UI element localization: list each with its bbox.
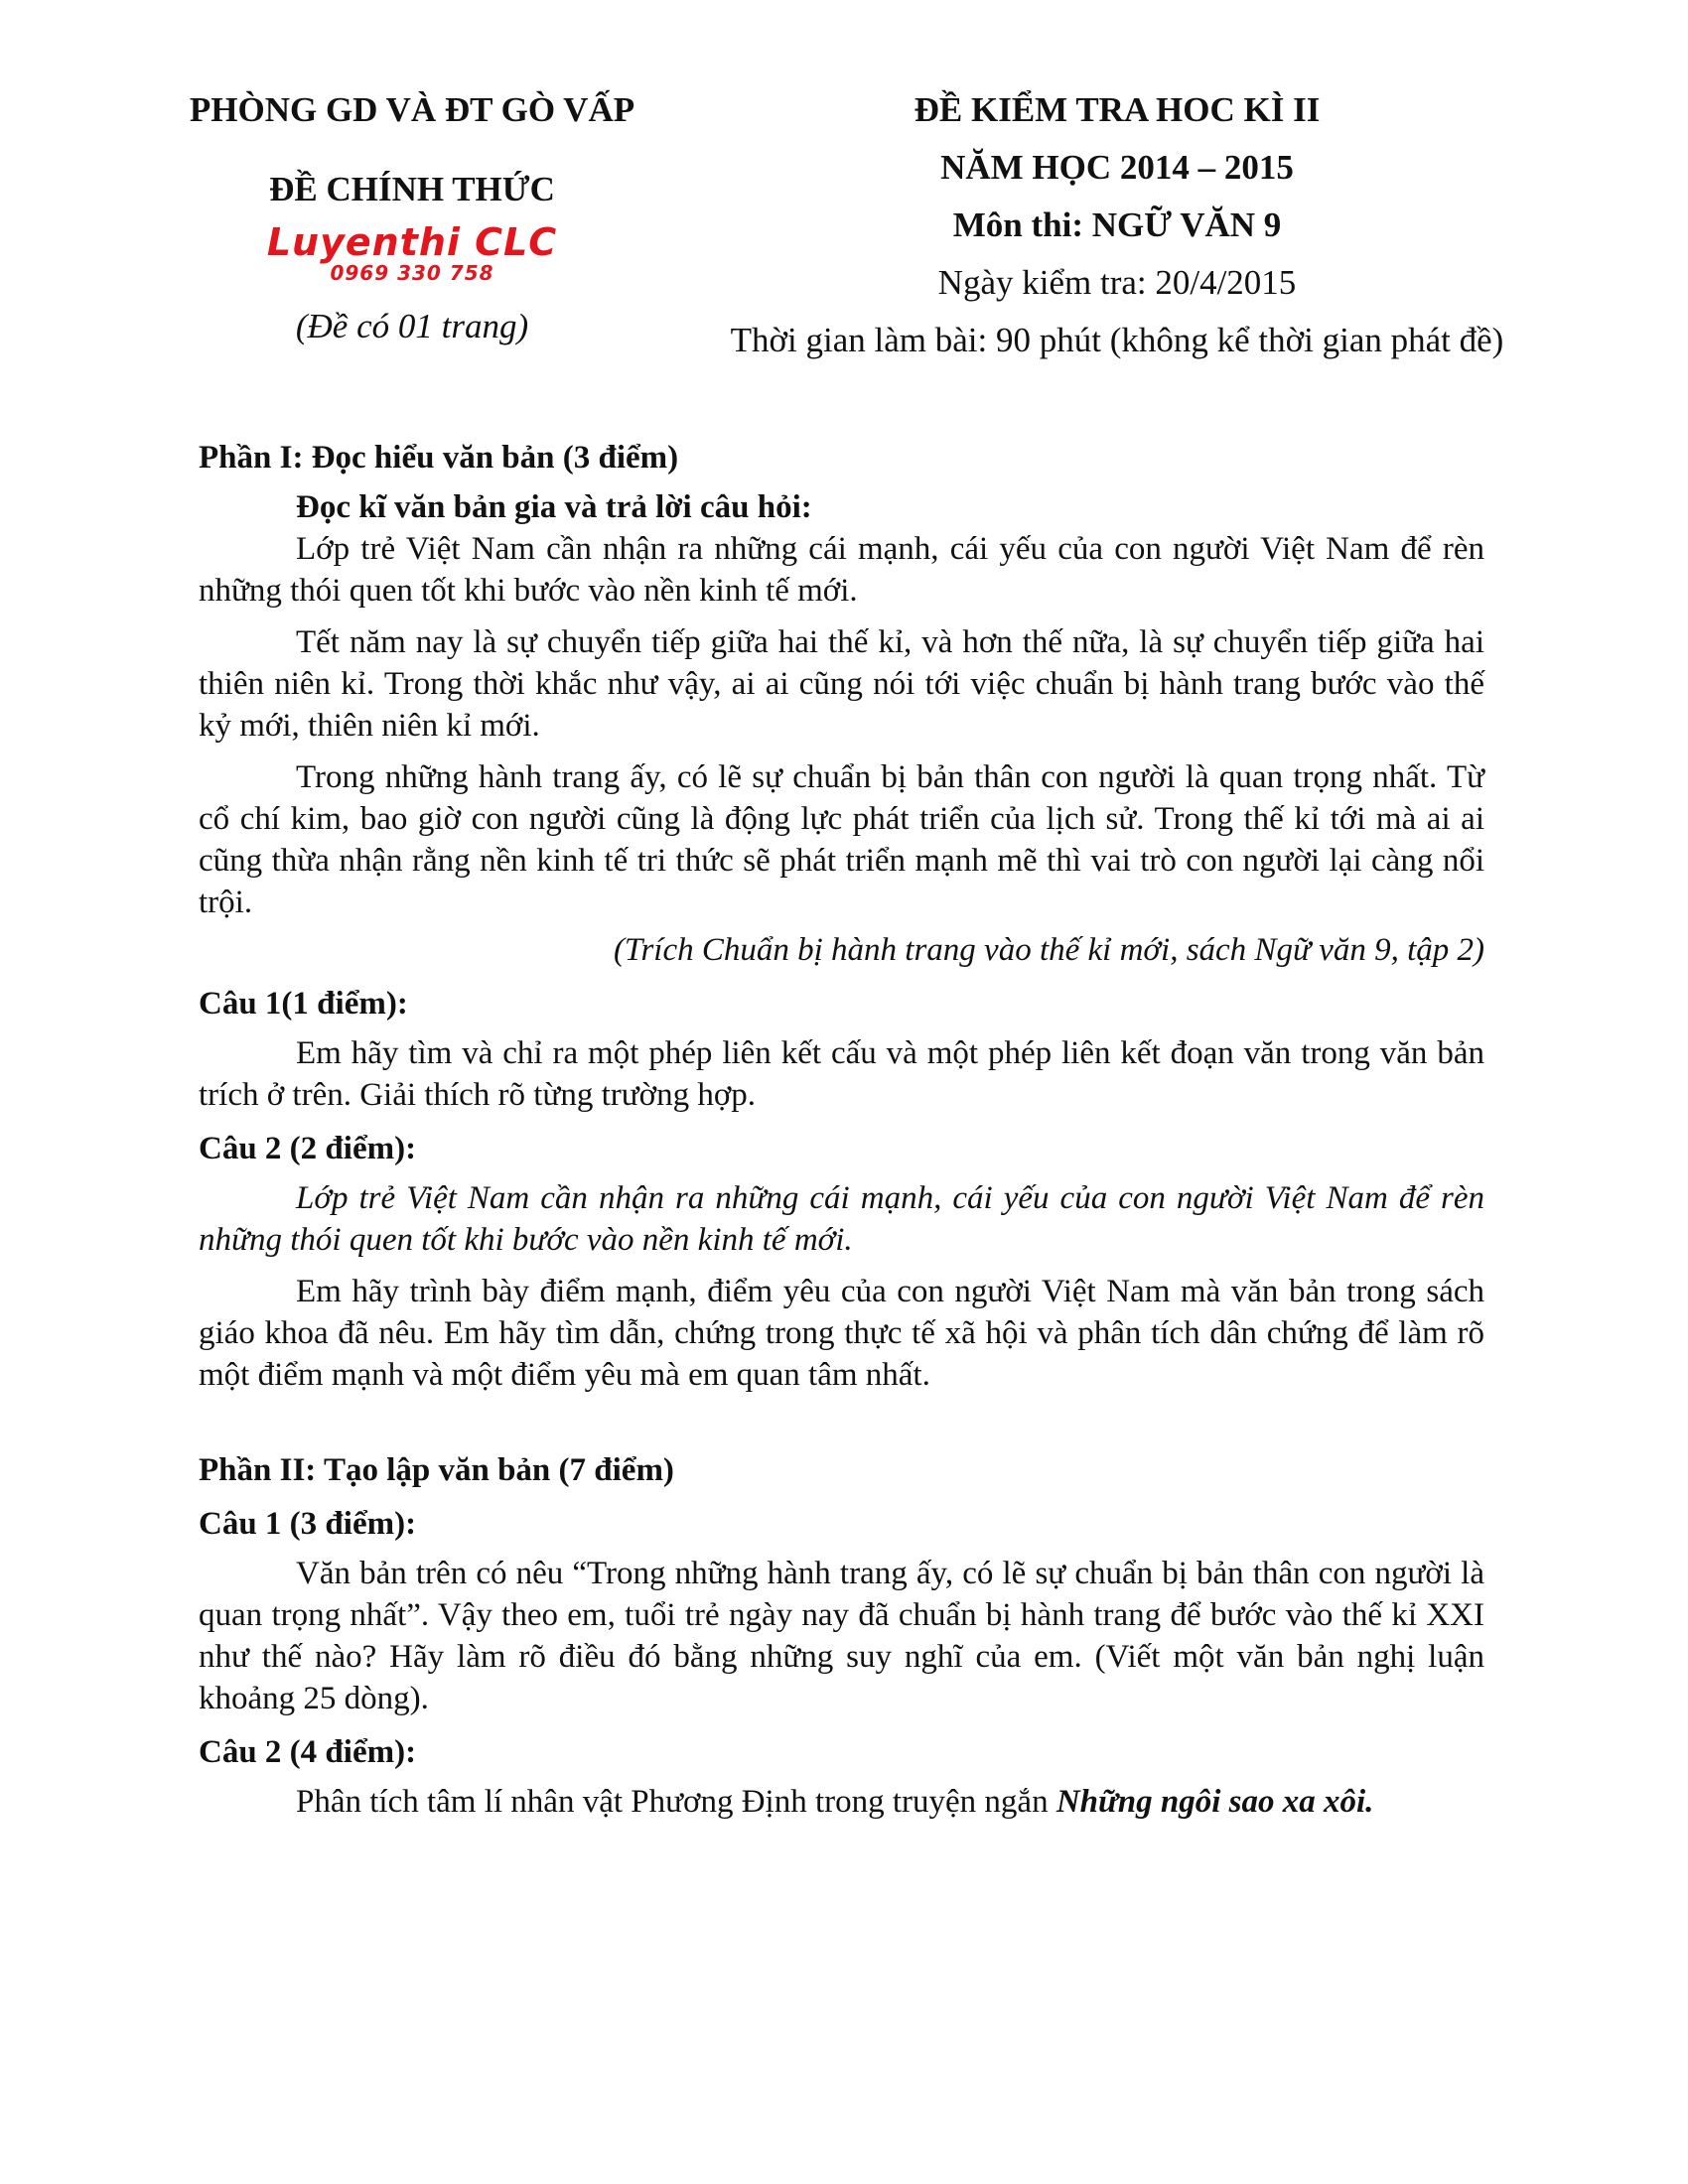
part2-question2-text [199, 1781, 1484, 1823]
part1-question2-text: Em hãy trình bày điểm mạnh, điểm yêu của con người Việt Nam mà văn bản trong sách giáo khoa đã nêu. Em hãy tìm dẫn, chứng trong thực tế xã hội và phân tích dân chứng để làm rõ một điểm mạnh và một điểm yêu mà em quan tâm nhất. [199, 1274, 1484, 1393]
part2-question1-title: Câu 1 (3 điểm): [199, 1506, 417, 1542]
passage-paragraph: Trong những hành trang ấy, có lẽ sự chuẩn bị bản thân con người là quan trọng nhất. Từ cổ chí kim, bao giờ con người cũng là động lực phát triển của lịch sử. Trong thế kỉ tới mà ai ai cũng thừa nhận rằng nền kinh tế tri thức sẽ phát triển mạnh mẽ thì vai trò con người lại càng nổi trội. [199, 759, 1484, 920]
literary-work-title: Những ngôi sao xa xôi. [1055, 1784, 1374, 1820]
school-year: NĂM HỌC 2014 – 2015 [940, 148, 1294, 187]
official-label: ĐỀ CHÍNH THỨC [269, 170, 555, 208]
passage-source: (Trích Chuẩn bị hành trang vào thế kỉ mới, sách Ngữ văn 9, tập 2) [613, 932, 1484, 968]
watermark-logo [149, 222, 675, 292]
exam-body [199, 437, 1484, 1823]
exam-date: Ngày kiểm tra: 20/4/2015 [937, 263, 1297, 302]
part1-question1-title: Câu 1(1 điểm): [199, 986, 408, 1022]
passage-paragraph: Lớp trẻ Việt Nam cần nhận ra những cái mạnh, cái yếu của con người Việt Nam để rèn những thói quen tốt khi bước vào nền kinh tế mới. [199, 531, 1484, 609]
logo-name: Luyenthi CLC [266, 220, 558, 264]
part1-title: Phần I: Đọc hiểu văn bản (3 điểm) [199, 440, 679, 476]
section-spacer [199, 1396, 1484, 1449]
department-name: PHÒNG GD VÀ ĐT GÒ VẤP [189, 90, 635, 129]
part1-instruction: Đọc kĩ văn bản gia và trả lời câu hỏi: [296, 489, 812, 525]
part2-question2-title: Câu 2 (4 điểm): [199, 1734, 417, 1770]
header-right [695, 81, 1539, 369]
part2-question1-text: Văn bản trên có nêu “Trong những hành trang ấy, có lẽ sự chuẩn bị bản thân con người là quan trọng nhất”. Vậy theo em, tuổi trẻ ngày nay đã chuẩn bị hành trang để bước vào thế kỉ XXI như thế nào? Hãy làm rõ điều đó bằng những suy nghĩ của em. (Viết một văn bản nghị luận khoảng 25 dòng). [199, 1556, 1484, 1716]
part1-question2-quote: Lớp trẻ Việt Nam cần nhận ra những cái mạnh, cái yếu của con người Việt Nam để rèn những thói quen tốt khi bước vào nền kinh tế mới. [199, 1180, 1484, 1258]
subject: Môn thi: NGỮ VĂN 9 [952, 205, 1282, 244]
part1-question1-text: Em hãy tìm và chỉ ra một phép liên kết cấu và một phép liên kết đoạn văn trong văn bản trích ở trên. Giải thích rõ từng trường hợp. [199, 1035, 1484, 1113]
logo-phone: 0969 330 758 [330, 261, 494, 285]
passage-paragraph: Tết năm nay là sự chuyển tiếp giữa hai thế kỉ, và hơn thế nữa, là sự chuyển tiếp giữa hai thiên niên kỉ. Trong thời khắc như vậy, ai ai cũng nói tới việc chuẩn bị hành trang bước vào thế kỷ mới, thiên niên kỉ mới. [199, 624, 1484, 744]
exam-title: ĐỀ KIỂM TRA HOC KÌ II [914, 90, 1321, 129]
part2-question2-prefix: Phân tích tâm lí nhân vật Phương Định trong truyện ngắn [296, 1784, 1056, 1820]
exam-duration: Thời gian làm bài: 90 phút (không kể thời gian phát đề) [730, 321, 1504, 359]
header-left [149, 81, 675, 355]
part2-title: Phần II: Tạo lập văn bản (7 điểm) [199, 1452, 674, 1488]
part1-question2-title: Câu 2 (2 điểm): [199, 1131, 417, 1166]
page-count-note: (Đề có 01 trang) [295, 307, 529, 345]
